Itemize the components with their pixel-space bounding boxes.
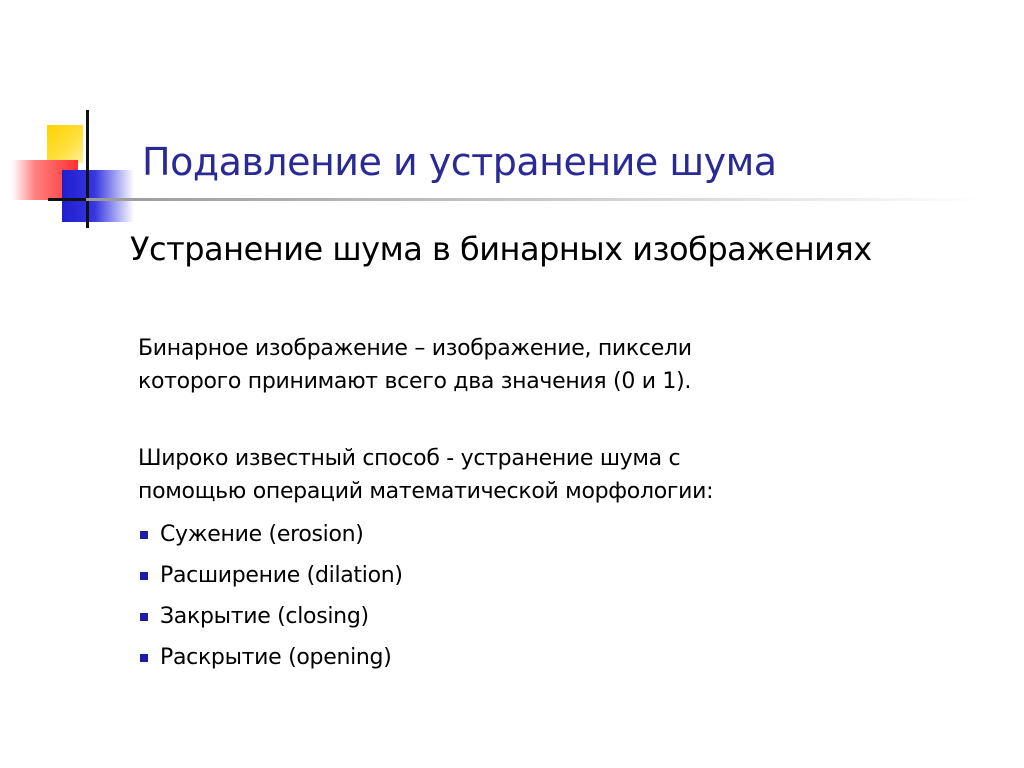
list-item xyxy=(138,596,958,637)
paragraph-line: Широко известный способ - устранение шума с xyxy=(138,446,681,471)
slide-title: Подавление и устранение шума xyxy=(142,140,777,184)
paragraph-definition xyxy=(138,332,958,398)
square-bullet-icon xyxy=(140,572,148,580)
square-bullet-icon xyxy=(140,531,148,539)
paragraph-line: которого принимают всего два значения (0 и 1). xyxy=(138,369,692,394)
logo-vertical-line xyxy=(86,110,89,228)
list-item xyxy=(138,514,958,555)
square-bullet-icon xyxy=(140,654,148,662)
slide-subtitle: Устранение шума в бинарных изображениях xyxy=(130,230,872,268)
list-item-label: Расширение (dilation) xyxy=(160,563,403,588)
logo-blue-square xyxy=(62,170,134,222)
paragraph-line: Бинарное изображение – изображение, пиксели xyxy=(138,336,692,361)
paragraph-method xyxy=(138,442,958,508)
list-item xyxy=(138,555,958,596)
list-item-label: Раскрытие (opening) xyxy=(160,645,392,670)
paragraph-line: помощью операций математической морфологии: xyxy=(138,479,714,504)
list-item-label: Сужение (erosion) xyxy=(160,522,364,547)
list-item xyxy=(138,637,958,678)
list-item-label: Закрытие (closing) xyxy=(160,604,369,629)
title-underline xyxy=(86,198,986,201)
slide-body xyxy=(138,332,958,678)
operations-list xyxy=(138,514,958,678)
logo-yellow-square xyxy=(47,125,83,163)
square-bullet-icon xyxy=(140,613,148,621)
